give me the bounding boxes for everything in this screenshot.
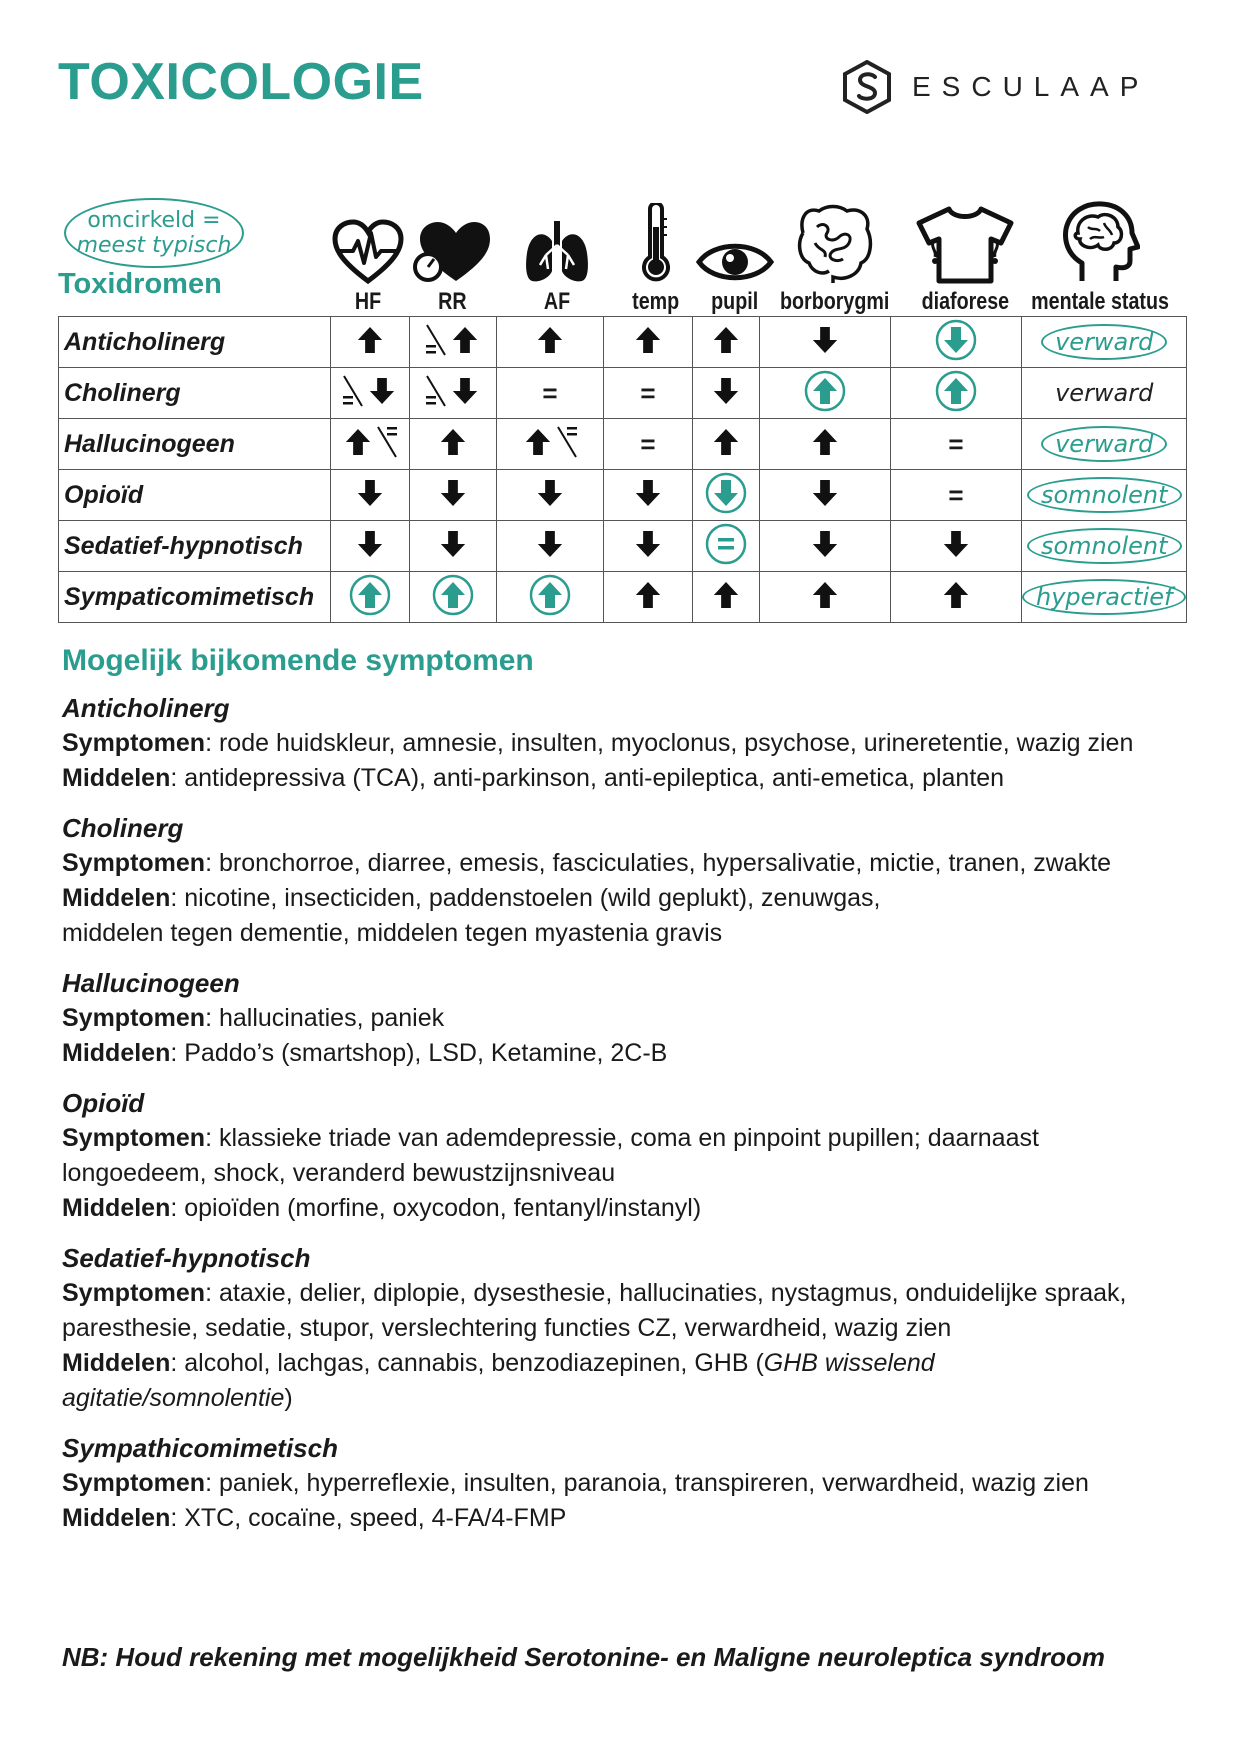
lungs-icon: [522, 219, 592, 285]
col-head-dia: [900, 195, 1030, 315]
detail-symptoms: Symptomen: klassieke triade van ademdepressie, coma en pinpoint pupillen; daarnaast longoedeem, shock, veranderd bewustzijnsniveau: [62, 1124, 1039, 1187]
not-equal-slash-icon: [555, 423, 579, 461]
toxidrome-name: Cholinerg: [59, 368, 331, 419]
arrow-up-icon: [808, 576, 842, 614]
cell-men: [1022, 470, 1187, 521]
cell-bor: [760, 419, 891, 470]
detail-sympathicomimetisch: [62, 1430, 1182, 1536]
arrow-down-icon: [709, 372, 743, 410]
cell-bor: [760, 470, 891, 521]
page-title: TOXICOLOGIE: [58, 53, 424, 111]
cell-rr: [410, 368, 497, 419]
intestines-icon: [793, 203, 877, 285]
cell-hf: [331, 317, 410, 368]
cell-bor: [760, 368, 891, 419]
detail-agents: Middelen: XTC, cocaïne, speed, 4-FA/4-FMP: [62, 1504, 567, 1532]
cell-temp: [604, 419, 693, 470]
arrow-up-icon: [448, 321, 482, 359]
col-head-rr: [409, 195, 495, 315]
arrow-up-icon: [709, 576, 743, 614]
mental-status-value: verward: [1055, 379, 1154, 407]
col-label-hf: HF: [354, 288, 382, 315]
arrow-up-icon: [709, 423, 743, 461]
detail-agents: Middelen: antidepressiva (TCA), anti-parkinson, anti-epileptica, anti-emetica, planten: [62, 764, 1005, 792]
cell-men: [1022, 572, 1187, 623]
arrow-up-icon: [521, 423, 555, 461]
arrow-up-icon: [935, 370, 977, 412]
cell-dia: [891, 419, 1022, 470]
section-title: Mogelijk bijkomende symptomen: [62, 644, 534, 677]
col-head-men: [1020, 195, 1180, 315]
col-label-men: mentale status: [1031, 288, 1169, 315]
toxidrome-name: Opioïd: [59, 470, 331, 521]
mental-status-value: verward: [1041, 324, 1167, 360]
brand-name: ESCULAAP: [912, 71, 1150, 102]
toxidromen-table: [58, 316, 1187, 623]
arrow-up-icon: [436, 423, 470, 461]
cell-hf: [331, 521, 410, 572]
col-label-temp: temp: [632, 288, 680, 315]
col-head-bor: [770, 195, 900, 315]
not-equal-slash-icon: [424, 321, 448, 359]
detail-opioid: [62, 1085, 1182, 1226]
cell-af: [497, 317, 604, 368]
brain-head-icon: [1060, 201, 1140, 285]
detail-symptoms: Symptomen: bronchorroe, diarree, emesis, fasciculaties, hypersalivatie, mictie, tranen, zwakte: [62, 849, 1112, 877]
toxidrome-row: [59, 470, 1187, 521]
detail-heading: Sedatief-hypnotisch: [62, 1243, 311, 1273]
arrow-down-icon: [436, 525, 470, 563]
cell-dia: [891, 368, 1022, 419]
cell-dia: [891, 470, 1022, 521]
toxidrome-row: [59, 521, 1187, 572]
arrow-down-icon: [448, 372, 482, 410]
mental-status-value: somnolent: [1027, 477, 1182, 513]
col-label-af: AF: [543, 288, 571, 315]
col-label-dia: diaforese: [921, 288, 1009, 315]
cell-af: [497, 368, 604, 419]
cell-temp: [604, 470, 693, 521]
cell-pupil: [693, 572, 760, 623]
cell-af: [497, 419, 604, 470]
cell-bor: [760, 572, 891, 623]
cell-pupil: [693, 317, 760, 368]
cell-hf: [331, 470, 410, 521]
cell-bor: [760, 317, 891, 368]
cell-men: [1022, 368, 1187, 419]
cell-temp: [604, 521, 693, 572]
detail-anticholinerg: [62, 690, 1182, 796]
esculaap-logo-icon: [842, 60, 892, 114]
arrow-down-icon: [808, 474, 842, 512]
arrow-down-icon: [631, 525, 665, 563]
detail-symptoms: Symptomen: hallucinaties, paniek: [62, 1004, 445, 1032]
cell-temp: [604, 368, 693, 419]
col-label-bor: borborygmi: [780, 288, 890, 315]
arrow-down-icon: [436, 474, 470, 512]
not-equal-slash-icon: [424, 372, 448, 410]
cell-temp: [604, 572, 693, 623]
arrow-up-icon: [432, 574, 474, 616]
equal-sign: =: [542, 377, 558, 408]
not-equal-slash-icon: [375, 423, 399, 461]
cell-men: [1022, 521, 1187, 572]
toxidromen-heading: Toxidromen: [58, 268, 222, 300]
arrow-up-icon: [804, 370, 846, 412]
arrow-up-icon: [808, 423, 842, 461]
legend-line2: meest typisch: [76, 233, 232, 258]
equal-sign: =: [640, 377, 656, 408]
detail-heading: Opioïd: [62, 1088, 145, 1118]
mental-status-value: hyperactief: [1022, 579, 1186, 615]
arrow-down-icon: [939, 525, 973, 563]
toxidrome-row: [59, 419, 1187, 470]
arrow-down-icon: [935, 319, 977, 361]
legend-oval: [64, 198, 244, 268]
arrow-up-icon: [353, 321, 387, 359]
cell-pupil: [693, 521, 760, 572]
detail-heading: Sympathicomimetisch: [62, 1433, 338, 1463]
cell-rr: [410, 572, 497, 623]
col-label-pupil: pupil: [711, 288, 759, 315]
col-head-temp: [612, 195, 700, 315]
arrow-up-icon: [709, 321, 743, 359]
footnote: NB: Houd rekening met mogelijkheid Serotonine- en Maligne neuroleptica syndroom: [62, 1642, 1106, 1672]
cell-temp: [604, 317, 693, 368]
arrow-up-icon: [349, 574, 391, 616]
cell-af: [497, 572, 604, 623]
arrow-down-icon: [365, 372, 399, 410]
toxidrome-name: Hallucinogeen: [59, 419, 331, 470]
detail-agents: Middelen: nicotine, insecticiden, paddenstoelen (wild geplukt), zenuwgas, middelen tegen dementie, middelen tegen myastenia gravis: [62, 884, 881, 947]
col-head-pupil: [702, 195, 768, 315]
cell-pupil: [693, 419, 760, 470]
cell-af: [497, 521, 604, 572]
cell-dia: [891, 572, 1022, 623]
detail-cholinerg: [62, 810, 1182, 951]
tshirt-icon: [913, 205, 1017, 285]
arrow-down-icon: [631, 474, 665, 512]
toxidrome-name: Anticholinerg: [59, 317, 331, 368]
cell-dia: [891, 317, 1022, 368]
toxidrome-name: Sedatief-hypnotisch: [59, 521, 331, 572]
cell-af: [497, 470, 604, 521]
cell-rr: [410, 521, 497, 572]
col-head-af: [504, 195, 610, 315]
detail-symptoms: Symptomen: rode huidskleur, amnesie, insulten, myoclonus, psychose, urineretentie, wazig zien: [62, 729, 1134, 757]
col-head-hf: [329, 195, 407, 315]
brand-logo: [842, 60, 1149, 114]
detail-heading: Anticholinerg: [62, 693, 230, 723]
detail-agents: Middelen: Paddo’s (smartshop), LSD, Ketamine, 2C-B: [62, 1039, 668, 1067]
arrow-down-icon: [533, 525, 567, 563]
detail-sedatief-hypnotisch: [62, 1240, 1182, 1416]
cell-dia: [891, 521, 1022, 572]
eye-icon: [696, 239, 774, 285]
detail-agents: Middelen: alcohol, lachgas, cannabis, benzodiazepinen, GHB (GHB wisselend agitatie/somnolentie): [62, 1349, 935, 1412]
detail-heading: Cholinerg: [62, 813, 184, 843]
detail-symptoms: Symptomen: ataxie, delier, diplopie, dysesthesie, hallucinaties, nystagmus, onduidelijke spraak, paresthesie, sedatie, stupor, verslechtering functies CZ, verwardheid, wazig zien: [62, 1279, 1127, 1342]
arrow-up-icon: [631, 321, 665, 359]
arrow-up-icon: [341, 423, 375, 461]
arrow-down-icon: [533, 474, 567, 512]
not-equal-slash-icon: [341, 372, 365, 410]
toxidrome-row: [59, 317, 1187, 368]
toxidrome-name: Sympaticomimetisch: [59, 572, 331, 623]
cell-rr: [410, 470, 497, 521]
cell-bor: [760, 521, 891, 572]
heart-pulse-icon: [331, 219, 405, 285]
arrow-down-icon: [705, 472, 747, 514]
heart-pressure-icon: [412, 219, 492, 285]
cell-rr: [410, 419, 497, 470]
equal-circled-icon: [705, 523, 747, 565]
equal-sign: =: [948, 479, 964, 510]
detail-symptoms: Symptomen: paniek, hyperreflexie, insulten, paranoia, transpireren, verwardheid, wazig zien: [62, 1469, 1089, 1497]
detail-agents: Middelen: opioïden (morfine, oxycodon, fentanyl/instanyl): [62, 1194, 702, 1222]
arrow-down-icon: [808, 321, 842, 359]
arrow-down-icon: [808, 525, 842, 563]
thermometer-icon: [638, 203, 674, 285]
cell-men: [1022, 419, 1187, 470]
legend-line1: omcirkeld =: [87, 208, 221, 233]
cell-men: [1022, 317, 1187, 368]
arrow-down-icon: [353, 474, 387, 512]
arrow-up-icon: [533, 321, 567, 359]
cell-hf: [331, 419, 410, 470]
cell-hf: [331, 368, 410, 419]
details-list: [62, 690, 1182, 1550]
toxidrome-row: [59, 368, 1187, 419]
detail-hallucinogeen: [62, 965, 1182, 1071]
cell-rr: [410, 317, 497, 368]
arrow-down-icon: [353, 525, 387, 563]
toxidrome-row: [59, 572, 1187, 623]
arrow-up-icon: [631, 576, 665, 614]
col-label-rr: RR: [437, 288, 467, 315]
mental-status-value: somnolent: [1027, 528, 1182, 564]
cell-pupil: [693, 470, 760, 521]
arrow-up-icon: [939, 576, 973, 614]
equal-sign: =: [948, 428, 964, 459]
cell-pupil: [693, 368, 760, 419]
detail-heading: Hallucinogeen: [62, 968, 240, 998]
arrow-up-icon: [529, 574, 571, 616]
equal-sign: =: [640, 428, 656, 459]
cell-hf: [331, 572, 410, 623]
mental-status-value: verward: [1041, 426, 1167, 462]
